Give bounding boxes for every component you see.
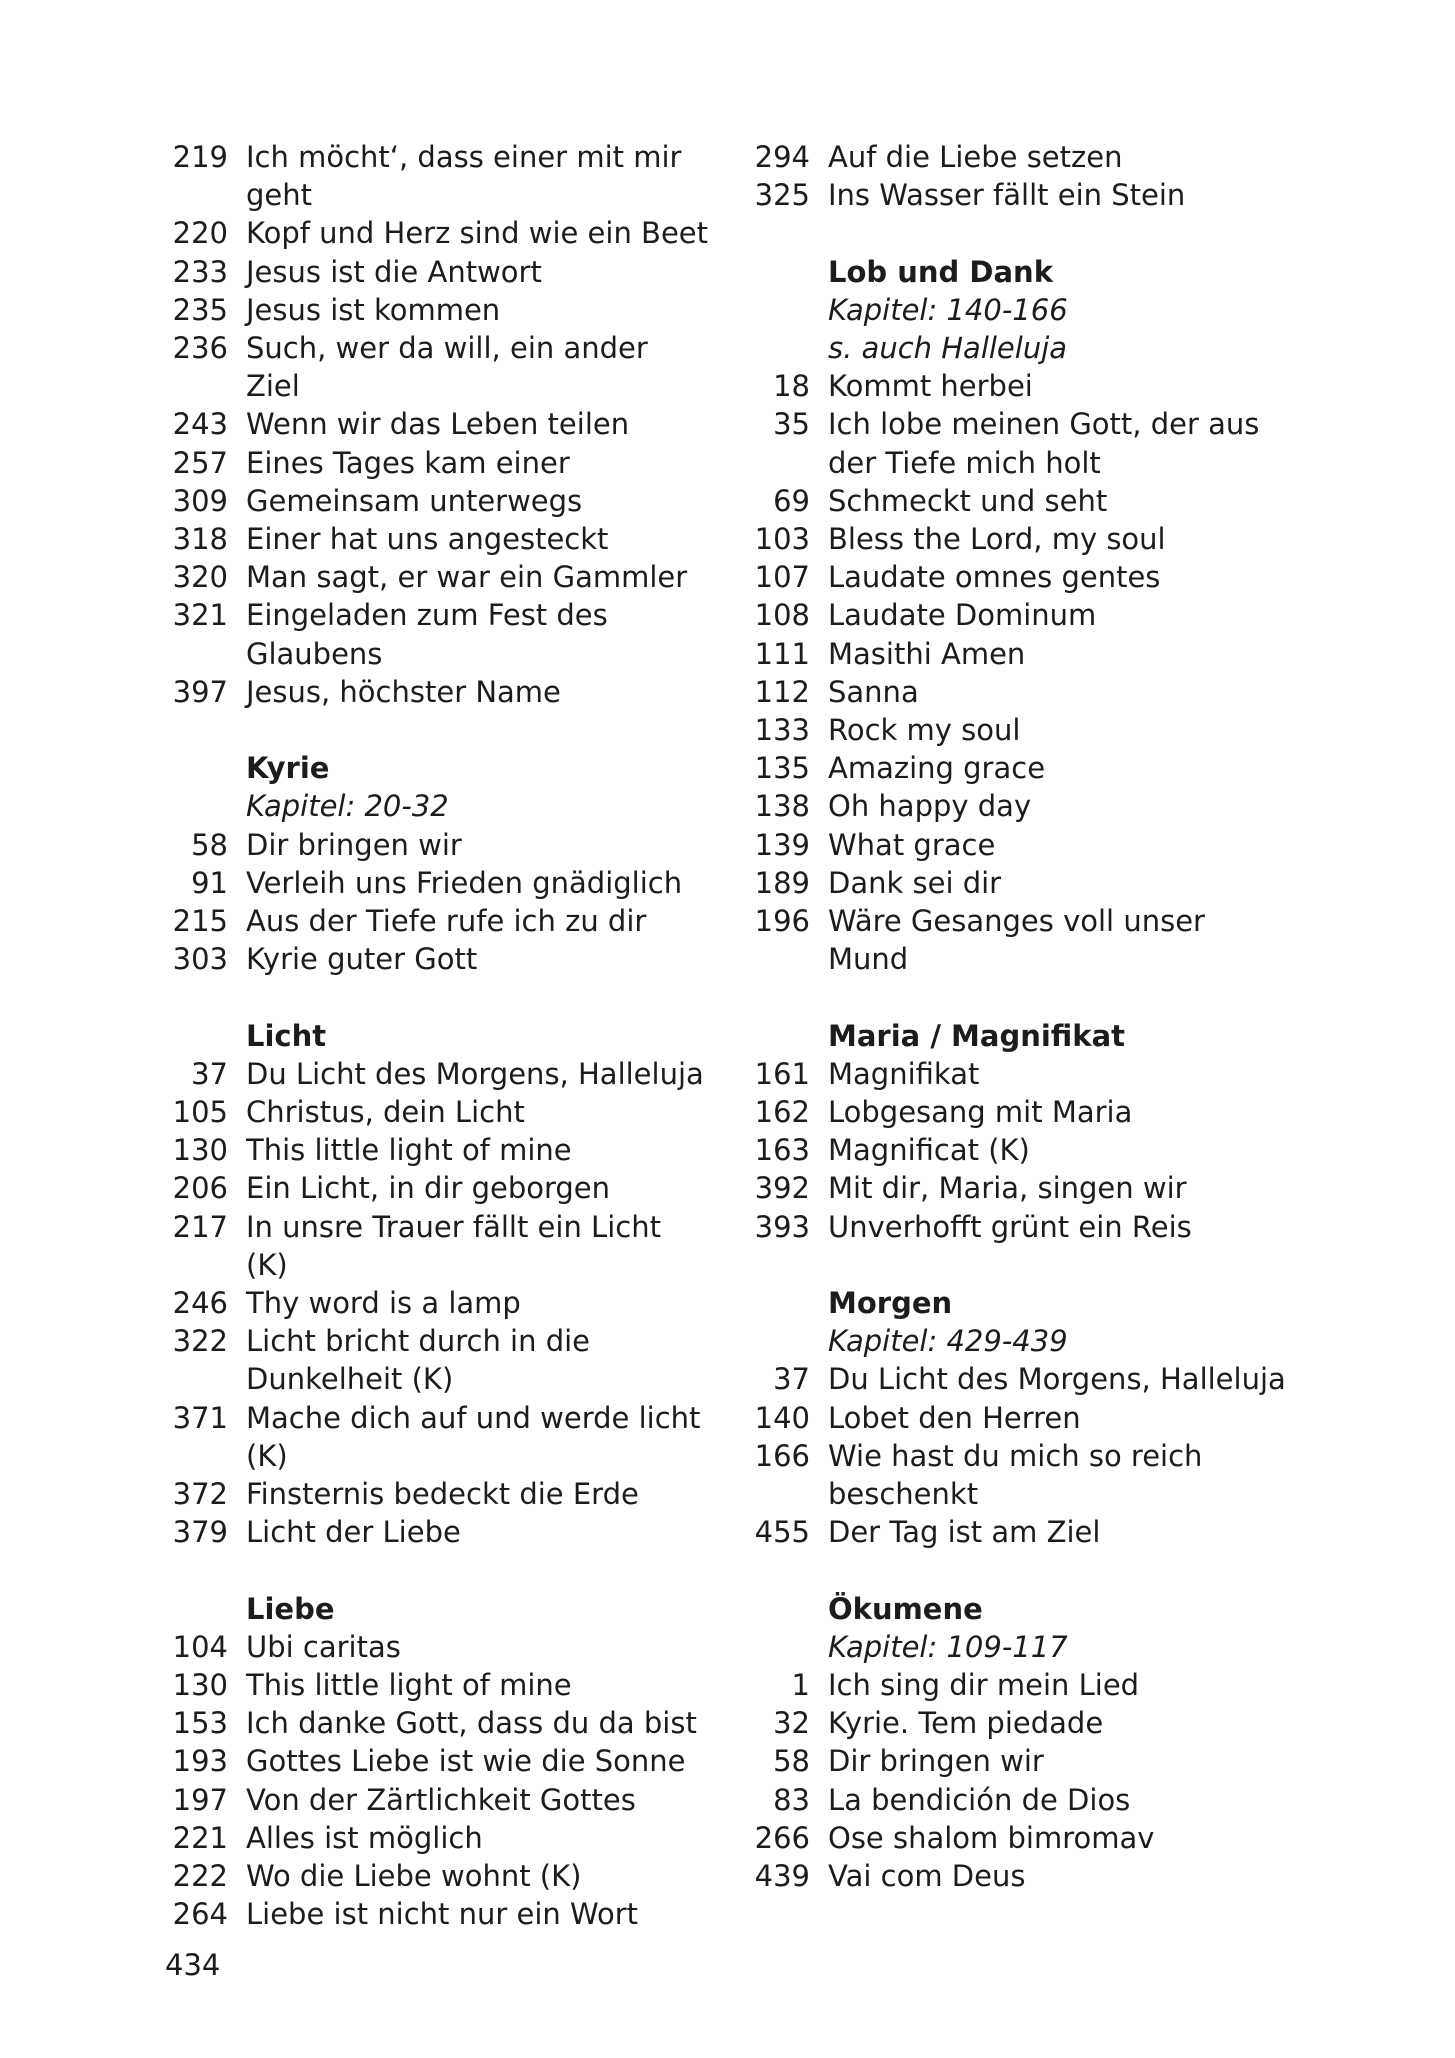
section-spacer: [150, 978, 710, 1016]
song-number: 35: [773, 407, 810, 442]
song-number: 103: [754, 522, 810, 557]
song-number: 320: [172, 560, 228, 595]
song-title: Ins Wasser fällt ein Stein: [828, 178, 1186, 213]
song-number: 69: [773, 483, 810, 518]
song-number: 219: [172, 140, 228, 174]
song-number: 372: [172, 1477, 228, 1512]
song-title: In unsre Trauer fällt ein Licht (K): [246, 1209, 661, 1282]
index-entry: [732, 1742, 1292, 1780]
song-number: 233: [172, 254, 228, 289]
song-number: 105: [172, 1095, 228, 1130]
song-title: Laudate omnes gentes: [828, 560, 1161, 595]
song-title: Ich lobe meinen Gott, der aus der Tiefe mich holt: [828, 407, 1260, 480]
song-number: 162: [754, 1095, 810, 1130]
index-entry: [150, 482, 710, 520]
index-entry: [150, 520, 710, 558]
song-number: 371: [172, 1400, 228, 1435]
index-entry: [150, 596, 710, 672]
song-number: 91: [191, 865, 228, 900]
song-title: Vai com Deus: [828, 1859, 1026, 1894]
index-entry: [150, 1055, 710, 1093]
section-label: Ökumene: [828, 1591, 983, 1626]
song-title: Eines Tages kam einer: [246, 445, 570, 480]
song-title: Auf die Liebe setzen: [828, 140, 1123, 174]
section-label: Kapitel: 429-439: [828, 1324, 1068, 1359]
song-title: Mit dir, Maria, singen wir: [828, 1171, 1187, 1206]
section-label: Kapitel: 109-117: [828, 1629, 1068, 1664]
index-entry: [150, 291, 710, 329]
song-number: 161: [754, 1056, 810, 1091]
section-label: Kyrie: [246, 751, 330, 786]
song-number: 266: [754, 1820, 810, 1855]
song-number: 18: [773, 369, 810, 404]
index-entry: [150, 826, 710, 864]
index-entry: [150, 1131, 710, 1169]
index-entry: [732, 1131, 1292, 1169]
index-entry: [150, 138, 710, 214]
song-title: Finsternis bedeckt die Erde: [246, 1477, 639, 1512]
song-number: 257: [172, 445, 228, 480]
song-number: 217: [172, 1209, 228, 1244]
index-entry: [150, 214, 710, 252]
song-number: 107: [754, 560, 810, 595]
song-number: 111: [754, 636, 810, 671]
section-label: s. auch Halleluja: [828, 331, 1068, 365]
song-title: Alles ist möglich: [246, 1820, 483, 1855]
index-entry: [732, 138, 1292, 176]
song-title: Verleih uns Frieden gnädiglich: [246, 865, 683, 900]
song-title: Lobet den Herren: [828, 1400, 1081, 1435]
song-title: What grace: [828, 827, 996, 862]
index-entry: [732, 1360, 1292, 1398]
song-number: 397: [172, 674, 228, 709]
index-entry: [150, 1169, 710, 1207]
song-number: 439: [754, 1859, 810, 1894]
index-entry: [732, 1055, 1292, 1093]
index-entry: [732, 405, 1292, 481]
index-entry: [150, 1628, 710, 1666]
song-title: Licht der Liebe: [246, 1515, 461, 1550]
section-spacer: [150, 711, 710, 749]
index-entry: [150, 1208, 710, 1284]
index-entry: [732, 1857, 1292, 1895]
song-number: 37: [773, 1362, 810, 1397]
section-spacer: [732, 214, 1292, 252]
index-entry: [732, 1093, 1292, 1131]
page-number: 434: [165, 1948, 221, 1982]
song-title: Man sagt, er war ein Gammler: [246, 560, 688, 595]
index-entry: [150, 444, 710, 482]
song-title: Sanna: [828, 674, 919, 709]
song-number: 153: [172, 1706, 228, 1741]
index-entry: [150, 405, 710, 443]
song-number: 393: [754, 1209, 810, 1244]
index-entry: [150, 940, 710, 978]
song-title: Laudate Dominum: [828, 598, 1097, 633]
index-entry: [150, 1399, 710, 1475]
index-entry: [732, 1819, 1292, 1857]
index-entry: [732, 864, 1292, 902]
index-entry: [150, 864, 710, 902]
index-entry: [150, 1513, 710, 1551]
section-label: Liebe: [246, 1591, 335, 1626]
section-heading: [150, 749, 710, 787]
section-label: Kapitel: 20-32: [246, 789, 449, 824]
song-number: 166: [754, 1438, 810, 1473]
section-heading: [732, 1284, 1292, 1322]
index-entry: [150, 1093, 710, 1131]
song-title: Magnifikat: [828, 1056, 980, 1091]
index-entry: [732, 1399, 1292, 1437]
index-entry: [732, 787, 1292, 825]
song-title: La bendición de Dios: [828, 1782, 1131, 1817]
song-title: Lobgesang mit Maria: [828, 1095, 1133, 1130]
song-title: Wie hast du mich so reich beschenkt: [828, 1438, 1203, 1512]
index-entry: [150, 1742, 710, 1780]
song-title: This little light of mine: [246, 1668, 572, 1703]
left-column: [150, 138, 710, 1934]
section-heading: [732, 253, 1292, 291]
section-heading: [150, 1590, 710, 1628]
song-number: 189: [754, 865, 810, 900]
song-title: Amazing grace: [828, 751, 1046, 786]
song-title: Eingeladen zum Fest des Glaubens: [246, 598, 608, 671]
song-number: 215: [172, 904, 228, 939]
index-entry: [732, 482, 1292, 520]
section-label: Licht: [246, 1018, 327, 1053]
song-number: 193: [172, 1744, 228, 1779]
section-spacer: [732, 1246, 1292, 1284]
song-title: Licht bricht durch in die Dunkelheit (K): [246, 1324, 591, 1397]
section-label: Maria / Magnifikat: [828, 1018, 1126, 1053]
section-subheading: [732, 1628, 1292, 1666]
index-entry: [150, 1322, 710, 1398]
song-number: 37: [191, 1056, 228, 1091]
song-number: 196: [754, 904, 810, 939]
song-title: Unverhofft grünt ein Reis: [828, 1209, 1192, 1244]
index-entry: [732, 1513, 1292, 1551]
song-title: Ose shalom bimromav: [828, 1820, 1155, 1855]
song-number: 163: [754, 1133, 810, 1168]
song-title: Jesus, höchster Name: [246, 674, 561, 709]
index-entry: [732, 520, 1292, 558]
song-title: Gottes Liebe ist wie die Sonne: [246, 1744, 686, 1779]
index-entry: [732, 596, 1292, 634]
index-entry: [732, 176, 1292, 214]
index-entry: [150, 673, 710, 711]
song-title: Der Tag ist am Ziel: [828, 1515, 1101, 1550]
song-title: Ein Licht, in dir geborgen: [246, 1171, 611, 1206]
song-number: 243: [172, 407, 228, 442]
section-heading: [732, 1017, 1292, 1055]
song-title: Du Licht des Morgens, Halleluja: [828, 1362, 1286, 1397]
song-title: Ich danke Gott, dass du da bist: [246, 1706, 697, 1741]
song-number: 321: [172, 598, 228, 633]
index-entry: [732, 1666, 1292, 1704]
song-title: Dir bringen wir: [246, 827, 462, 862]
section-spacer: [732, 1551, 1292, 1589]
song-number: 455: [754, 1515, 810, 1550]
song-title: Liebe ist nicht nur ein Wort: [246, 1897, 639, 1932]
song-title: Wenn wir das Leben teilen: [246, 407, 630, 442]
index-entry: [732, 635, 1292, 673]
song-number: 112: [754, 674, 810, 709]
song-title: Rock my soul: [828, 713, 1021, 748]
song-title: Bless the Lord, my soul: [828, 522, 1166, 557]
song-number: 322: [172, 1324, 228, 1359]
song-title: Wäre Gesanges voll unser Mund: [828, 904, 1205, 977]
song-title: Kyrie. Tem piedade: [828, 1706, 1104, 1741]
song-number: 379: [172, 1515, 228, 1550]
song-number: 220: [172, 216, 228, 251]
section-subheading: [732, 329, 1292, 367]
song-title: Kopf und Herz sind wie ein Beet: [246, 216, 709, 251]
song-title: Ich möcht‘, dass einer mit mir geht: [246, 140, 682, 213]
song-title: Kommt herbei: [828, 369, 1033, 404]
song-title: Ubi caritas: [246, 1629, 401, 1664]
song-number: 392: [754, 1171, 810, 1206]
song-title: Magnificat (K): [828, 1133, 1030, 1168]
index-entry: [732, 1437, 1292, 1513]
index-entry: [150, 902, 710, 940]
index-entry: [150, 1895, 710, 1933]
song-title: Wo die Liebe wohnt (K): [246, 1859, 582, 1894]
song-number: 221: [172, 1820, 228, 1855]
song-number: 108: [754, 598, 810, 633]
index-entry: [150, 1284, 710, 1322]
song-number: 206: [172, 1171, 228, 1206]
song-number: 294: [754, 140, 810, 174]
section-label: Kapitel: 140-166: [828, 292, 1068, 327]
right-column: [732, 138, 1292, 1895]
index-entry: [732, 558, 1292, 596]
index-entry: [150, 253, 710, 291]
index-entry: [150, 329, 710, 405]
song-title: Von der Zärtlichkeit Gottes: [246, 1782, 636, 1817]
song-number: 235: [172, 292, 228, 327]
section-subheading: [732, 291, 1292, 329]
index-entry: [732, 673, 1292, 711]
index-entry: [732, 1781, 1292, 1819]
index-entry: [732, 902, 1292, 978]
song-number: 83: [773, 1782, 810, 1817]
song-title: Masithi Amen: [828, 636, 1026, 671]
index-entry: [732, 1208, 1292, 1246]
song-number: 130: [172, 1668, 228, 1703]
song-number: 139: [754, 827, 810, 862]
section-spacer: [732, 978, 1292, 1016]
section-heading: [150, 1017, 710, 1055]
index-entry: [732, 367, 1292, 405]
index-entry: [150, 1704, 710, 1742]
song-title: Jesus ist die Antwort: [246, 254, 542, 289]
index-entry: [732, 749, 1292, 787]
song-title: Schmeckt und seht: [828, 483, 1108, 518]
song-title: Jesus ist kommen: [246, 292, 501, 327]
index-entry: [732, 1704, 1292, 1742]
song-title: Kyrie guter Gott: [246, 942, 478, 977]
section-heading: [732, 1590, 1292, 1628]
song-number: 135: [754, 751, 810, 786]
index-entry: [150, 1819, 710, 1857]
song-title: Einer hat uns angesteckt: [246, 522, 609, 557]
song-title: Aus der Tiefe rufe ich zu dir: [246, 904, 647, 939]
index-entry: [732, 711, 1292, 749]
song-number: 32: [773, 1706, 810, 1741]
song-number: 197: [172, 1782, 228, 1817]
song-title: Oh happy day: [828, 789, 1032, 824]
song-number: 246: [172, 1286, 228, 1321]
song-number: 1: [791, 1668, 810, 1703]
song-number: 309: [172, 483, 228, 518]
song-number: 58: [191, 827, 228, 862]
section-label: Morgen: [828, 1286, 953, 1321]
song-number: 236: [172, 331, 228, 366]
song-number: 140: [754, 1400, 810, 1435]
song-title: Dank sei dir: [828, 865, 1002, 900]
song-number: 318: [172, 522, 228, 557]
song-number: 104: [172, 1629, 228, 1664]
index-entry: [732, 826, 1292, 864]
index-entry: [150, 1666, 710, 1704]
song-number: 133: [754, 713, 810, 748]
index-entry: [732, 1169, 1292, 1207]
song-title: This little light of mine: [246, 1133, 572, 1168]
song-number: 264: [172, 1897, 228, 1932]
song-number: 130: [172, 1133, 228, 1168]
song-title: Such, wer da will, ein ander Ziel: [246, 331, 648, 404]
section-subheading: [732, 1322, 1292, 1360]
song-number: 303: [172, 942, 228, 977]
index-entry: [150, 1475, 710, 1513]
index-entry: [150, 1857, 710, 1895]
song-title: Christus, dein Licht: [246, 1095, 525, 1130]
section-subheading: [150, 787, 710, 825]
song-title: Mache dich auf und werde licht (K): [246, 1400, 701, 1473]
song-title: Thy word is a lamp: [246, 1286, 521, 1321]
index-entry: [150, 558, 710, 596]
song-title: Du Licht des Morgens, Halleluja: [246, 1056, 704, 1091]
song-number: 222: [172, 1859, 228, 1894]
song-title: Dir bringen wir: [828, 1744, 1044, 1779]
section-label: Lob und Dank: [828, 254, 1053, 289]
song-number: 138: [754, 789, 810, 824]
section-spacer: [150, 1551, 710, 1589]
song-title: Ich sing dir mein Lied: [828, 1668, 1140, 1703]
song-title: Gemeinsam unterwegs: [246, 483, 583, 518]
index-entry: [150, 1781, 710, 1819]
song-number: 325: [754, 178, 810, 213]
song-number: 58: [773, 1744, 810, 1779]
